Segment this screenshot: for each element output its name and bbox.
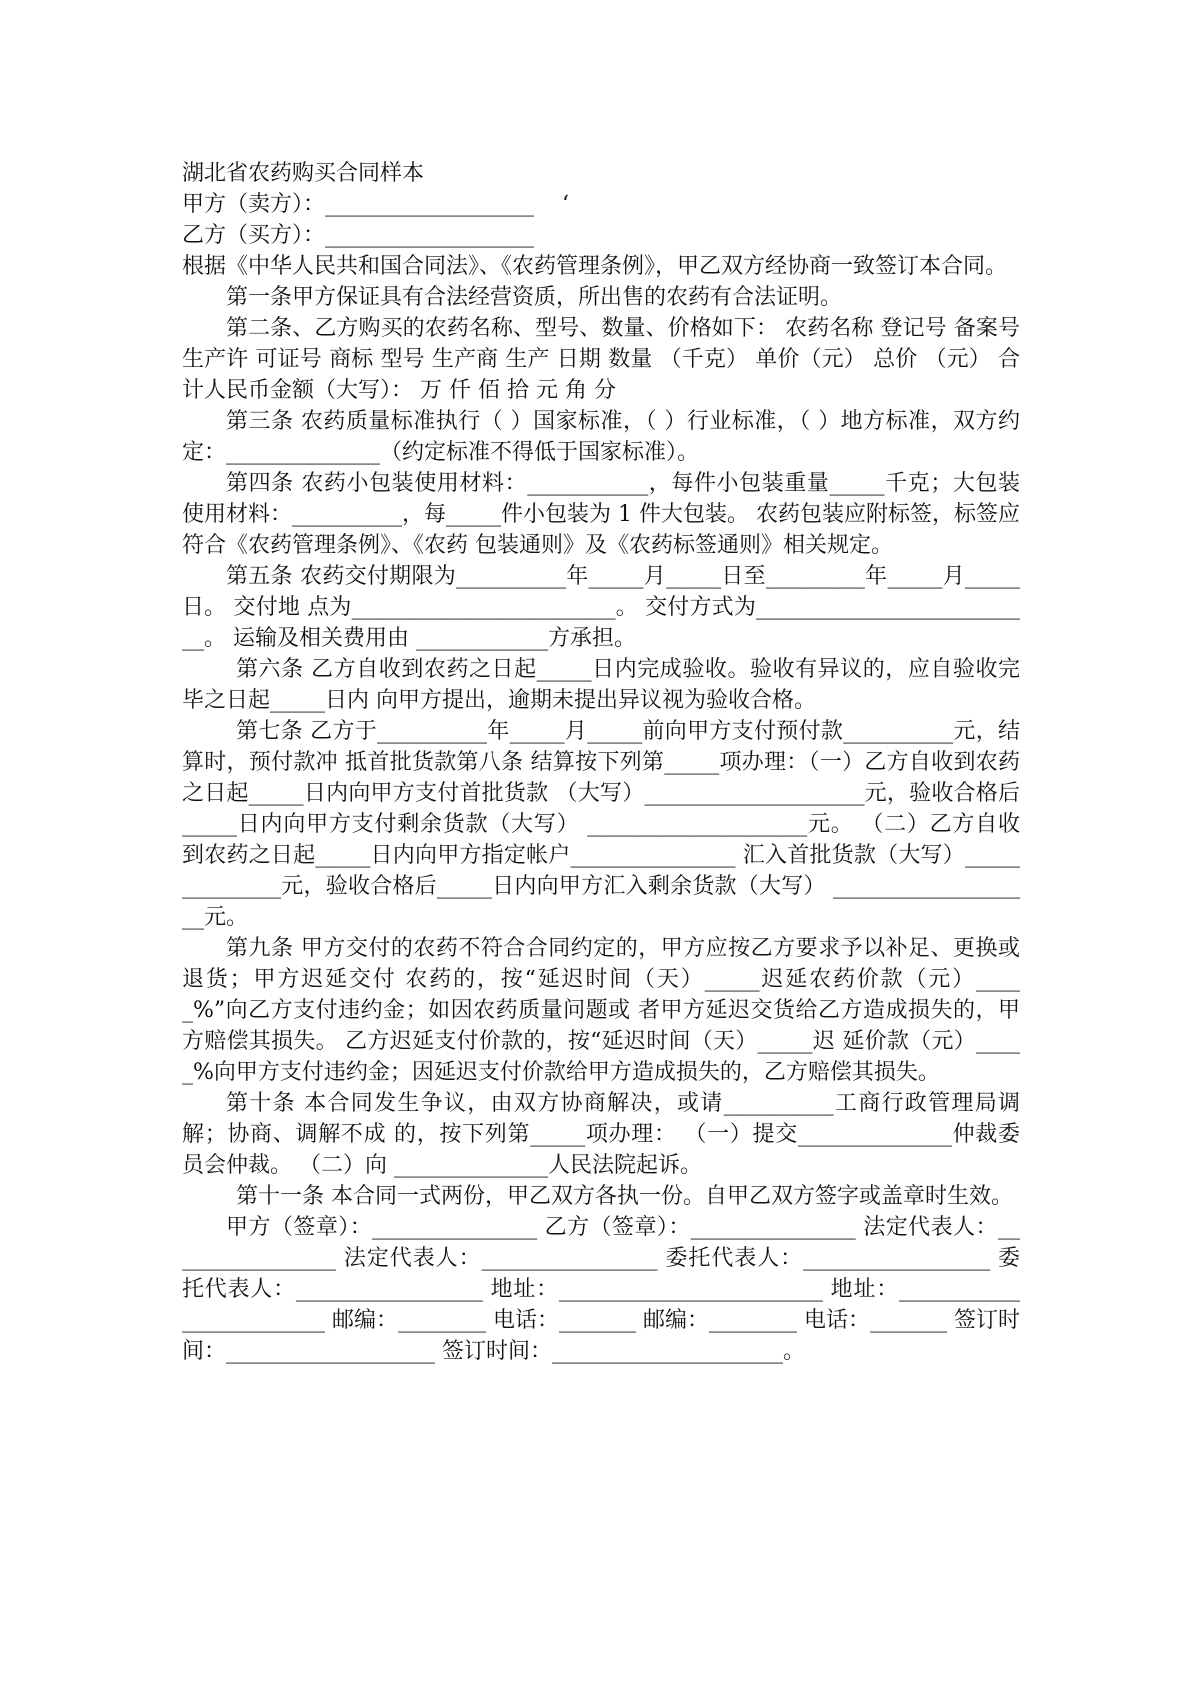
- article-7-8: 第七条 乙方于__________年_____月_____前向甲方支付预付款__________元，结算时，预付款冲 抵首批货款第八条 结算按下列第_____项办理：（一）乙方自收到农药之日起_____日内向甲方支付首批货款 （大写）____________________元，验收合格后_____日内向甲方支付剩余货款（大写） ____________________元。 （二）乙方自收到农药之日起_____日内向甲方指定帐户_______________ 汇入首批货款（大写）______________元，验收合格后_____日内向甲方汇入剩余货款（大写） ___________________元。: [182, 719, 1020, 930]
- contract-page: [182, 158, 1020, 1367]
- article-10: 第十条 本合同发生争议，由双方协商解决，或请__________工商行政管理局调解；协商、调解不成 的，按下列第_____项办理： （一）提交______________仲裁委员会仲裁。 （二）向 ______________人民法院起诉。: [182, 1091, 1020, 1178]
- signature-block: 甲方（签章）：_______________ 乙方（签章）：_______________ 法定代表人：________________ 法定代表人：________________ 委托代表人：_________________ 委托代表人：_________________ 地址：________________________ 地址：________________________ 邮编：________ 电话：_______ 邮编：________ 电话：_______ 签订时间：___________________ 签订时间：_____________________。: [182, 1215, 1020, 1364]
- article-1: 第一条甲方保证具有合法经营资质，所出售的农药有合法证明。: [226, 285, 843, 310]
- article-4: 第四条 农药小包装使用材料：___________，每件小包装重量_____千克；大包装使用材料：__________，每_____件小包装为 1 件大包装。 农药包装应附标签，标签应符合《农药管理条例》、《农药 包装通则》及《农药标签通则》相关规定。: [182, 471, 1020, 558]
- preamble: 根据《中华人民共和国合同法》、《农药管理条例》，甲乙双方经协商一致签订本合同。: [182, 254, 1008, 279]
- party-a-line: 甲方（卖方）：___________________ ‘: [182, 192, 569, 217]
- document-title: 湖北省农药购买合同样本: [182, 161, 425, 186]
- article-6: 第六条 乙方自收到农药之日起_____日内完成验收。验收有异议的，应自验收完毕之日起_____日内 向甲方提出，逾期未提出异议视为验收合格。: [182, 657, 1020, 713]
- article-9: 第九条 甲方交付的农药不符合合同约定的，甲方应按乙方要求予以补足、更换或退货；甲方迟延交付 农药的，按“延迟时间（天）_____迟延农药价款（元）_____%”向乙方支付违约金；如因农药质量问题或 者甲方延迟交货给乙方造成损失的，甲方赔偿其损失。 乙方迟延支付价款的，按“延迟时间（天）_____迟 延价款（元）_____%向甲方支付违约金；因延迟支付价款给甲方造成损失的，乙方赔偿其损失。: [182, 936, 1020, 1085]
- article-5: 第五条 农药交付期限为__________年_____月_____日至_________年_____月_____日。 交付地 点为________________________。 交付方式为__________________________。 运输及相关费用由 ____________方承担。: [182, 564, 1020, 651]
- article-2: 第二条、乙方购买的农药名称、型号、数量、价格如下： 农药名称 登记号 备案号 生产许 可证号 商标 型号 生产商 生产 日期 数量 （千克） 单价（元） 总价 （元） 合计人民币金额（大写）： 万 仟 佰 拾 元 角 分: [182, 316, 1020, 403]
- article-11: 第十一条 本合同一式两份，甲乙双方各执一份。自甲乙双方签字或盖章时生效。: [236, 1184, 1013, 1209]
- party-b-line: 乙方（买方）：___________________: [182, 223, 535, 248]
- article-3: 第三条 农药质量标准执行（ ）国家标准，（ ）行业标准，（ ）地方标准，双方约定：______________（约定标准不得低于国家标准）。: [182, 409, 1020, 465]
